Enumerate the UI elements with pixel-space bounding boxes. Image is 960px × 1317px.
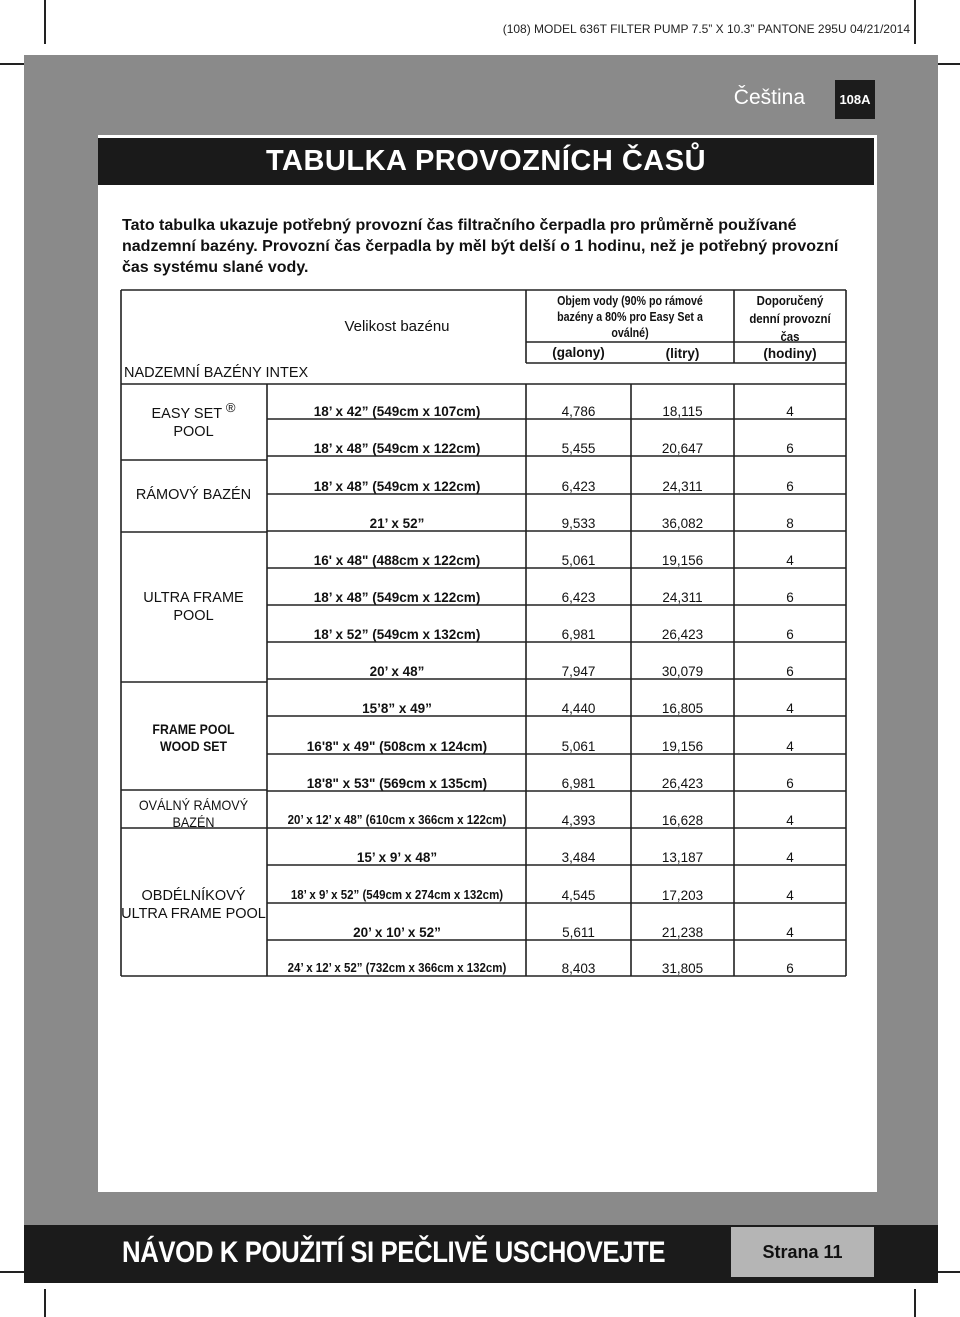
row-14-size: 18’ x 9’ x 52” (549cm x 274cm x 132cm) xyxy=(290,888,504,902)
crop-mark xyxy=(914,1289,916,1317)
crop-mark xyxy=(44,1289,46,1317)
row-10-size: 16'8" x 49" (508cm x 124cm) xyxy=(306,738,488,754)
header-runtime: Doporučený denní provozní čas xyxy=(749,293,831,344)
row-13-gallons: 3,484 xyxy=(561,849,596,865)
unit-hours: (hodiny) xyxy=(763,345,817,361)
row-5-gallons: 5,061 xyxy=(561,552,596,568)
row-2-gallons: 5,455 xyxy=(561,440,596,456)
easy-set-pool-label: POOL xyxy=(173,424,214,441)
crop-mark xyxy=(914,0,916,44)
row-13-hours: 4 xyxy=(786,849,794,865)
row-1-hours: 4 xyxy=(786,403,794,419)
row-16-hours: 6 xyxy=(786,960,794,976)
row-7-hours: 6 xyxy=(786,626,794,642)
row-5-size: 16' x 48" (488cm x 122cm) xyxy=(313,552,481,568)
row-12-liters: 16,628 xyxy=(661,812,704,828)
row-13-liters: 13,187 xyxy=(661,849,704,865)
page-number: Strana 11 xyxy=(731,1227,874,1277)
row-8-liters: 30,079 xyxy=(661,663,704,679)
section-label: NADZEMNÍ BAZÉNY INTEX xyxy=(124,365,309,381)
row-9-gallons: 4,440 xyxy=(561,700,596,716)
language-label: Čeština xyxy=(733,86,805,109)
intro-text: Tato tabulka ukazuje potřebný provozní čas filtračního čerpadla pro průměrně používané nadzemní bazény. Provozní čas čerpadla by měl být delší o 1 hodinu, než je potřebný provozní čas systému slané vody. xyxy=(122,217,839,276)
row-12-gallons: 4,393 xyxy=(561,812,596,828)
row-9-size: 15’8” x 49” xyxy=(362,700,432,716)
row-6-gallons: 6,423 xyxy=(561,589,596,605)
row-12-hours: 4 xyxy=(786,812,794,828)
group-frame: RÁMOVÝ BAZÉN xyxy=(135,487,252,503)
runtime-table xyxy=(121,290,846,976)
row-16-liters: 31,805 xyxy=(661,960,704,976)
print-meta: (108) MODEL 636T FILTER PUMP 7.5” X 10.3” PANTONE 295U 04/21/2014 xyxy=(502,22,910,36)
row-6-size: 18’ x 48” (549cm x 122cm) xyxy=(313,589,481,605)
header-pool-size: Velikost bazénu xyxy=(344,318,450,335)
unit-liters: (litry) xyxy=(665,345,700,361)
row-11-size: 18'8" x 53" (569cm x 135cm) xyxy=(306,775,488,791)
row-6-hours: 6 xyxy=(786,589,794,605)
row-11-liters: 26,423 xyxy=(661,775,704,791)
row-8-hours: 6 xyxy=(786,663,794,679)
group-ultra: ULTRA FRAME POOL xyxy=(143,590,244,624)
row-15-hours: 4 xyxy=(786,924,794,940)
row-11-gallons: 6,981 xyxy=(561,775,596,791)
row-15-size: 20’ x 10’ x 52” xyxy=(353,924,441,940)
row-2-hours: 6 xyxy=(786,440,794,456)
crop-mark xyxy=(44,0,46,44)
row-3-liters: 24,311 xyxy=(662,478,703,494)
row-4-gallons: 9,533 xyxy=(561,515,596,531)
row-4-hours: 8 xyxy=(786,515,794,531)
registered-mark: ® xyxy=(225,399,236,415)
row-9-hours: 4 xyxy=(786,700,794,716)
row-15-gallons: 5,611 xyxy=(562,924,595,940)
row-10-liters: 19,156 xyxy=(661,738,704,754)
row-5-hours: 4 xyxy=(786,552,794,568)
row-15-liters: 21,238 xyxy=(661,924,704,940)
row-2-size: 18’ x 48” (549cm x 122cm) xyxy=(313,440,481,456)
footer-title: NÁVOD K POUŽITÍ SI PEČLIVĚ USCHOVEJTE xyxy=(122,1236,666,1269)
row-1-size: 18’ x 42” (549cm x 107cm) xyxy=(313,403,481,419)
row-3-gallons: 6,423 xyxy=(561,478,596,494)
row-1-gallons: 4,786 xyxy=(561,403,596,419)
row-2-liters: 20,647 xyxy=(661,440,704,456)
page-code-badge: 108A xyxy=(835,80,875,119)
row-11-hours: 6 xyxy=(786,775,794,791)
row-12-size: 20’ x 12’ x 48” (610cm x 366cm x 122cm) xyxy=(287,813,507,827)
row-14-liters: 17,203 xyxy=(661,887,704,903)
row-16-size: 24’ x 12’ x 52” (732cm x 366cm x 132cm) xyxy=(287,961,507,975)
unit-gallons: (galony) xyxy=(552,344,605,360)
row-6-liters: 24,311 xyxy=(662,589,703,605)
row-3-hours: 6 xyxy=(786,478,794,494)
group-wood: FRAME POOL WOOD SET xyxy=(152,721,235,754)
row-7-size: 18’ x 52” (549cm x 132cm) xyxy=(313,626,481,642)
row-7-gallons: 6,981 xyxy=(561,626,596,642)
row-10-gallons: 5,061 xyxy=(561,738,596,754)
page-title: TABULKA PROVOZNÍCH ČASŮ xyxy=(98,138,874,185)
row-7-liters: 26,423 xyxy=(661,626,704,642)
row-14-hours: 4 xyxy=(786,887,794,903)
row-10-hours: 4 xyxy=(786,738,794,754)
row-1-liters: 18,115 xyxy=(662,403,703,419)
header-volume: Objem vody (90% po rámové bazény a 80% pro Easy Set a oválné) xyxy=(557,293,703,340)
row-14-gallons: 4,545 xyxy=(561,887,596,903)
easy-set-label: EASY SET xyxy=(151,405,222,422)
row-8-gallons: 7,947 xyxy=(561,663,596,679)
row-4-liters: 36,082 xyxy=(661,515,704,531)
row-3-size: 18’ x 48” (549cm x 122cm) xyxy=(313,478,481,494)
row-5-liters: 19,156 xyxy=(661,552,704,568)
group-oval: OVÁLNÝ RÁMOVÝ BAZÉN xyxy=(138,797,249,830)
row-13-size: 15’ x 9’ x 48” xyxy=(356,849,438,865)
table-grid xyxy=(121,290,846,976)
row-16-gallons: 8,403 xyxy=(561,960,596,976)
row-8-size: 20’ x 48” xyxy=(369,663,425,679)
row-9-liters: 16,805 xyxy=(661,700,704,716)
group-rect: OBDÉLNÍKOVÝ ULTRA FRAME POOL xyxy=(121,888,266,922)
row-4-size: 21’ x 52” xyxy=(369,515,425,531)
